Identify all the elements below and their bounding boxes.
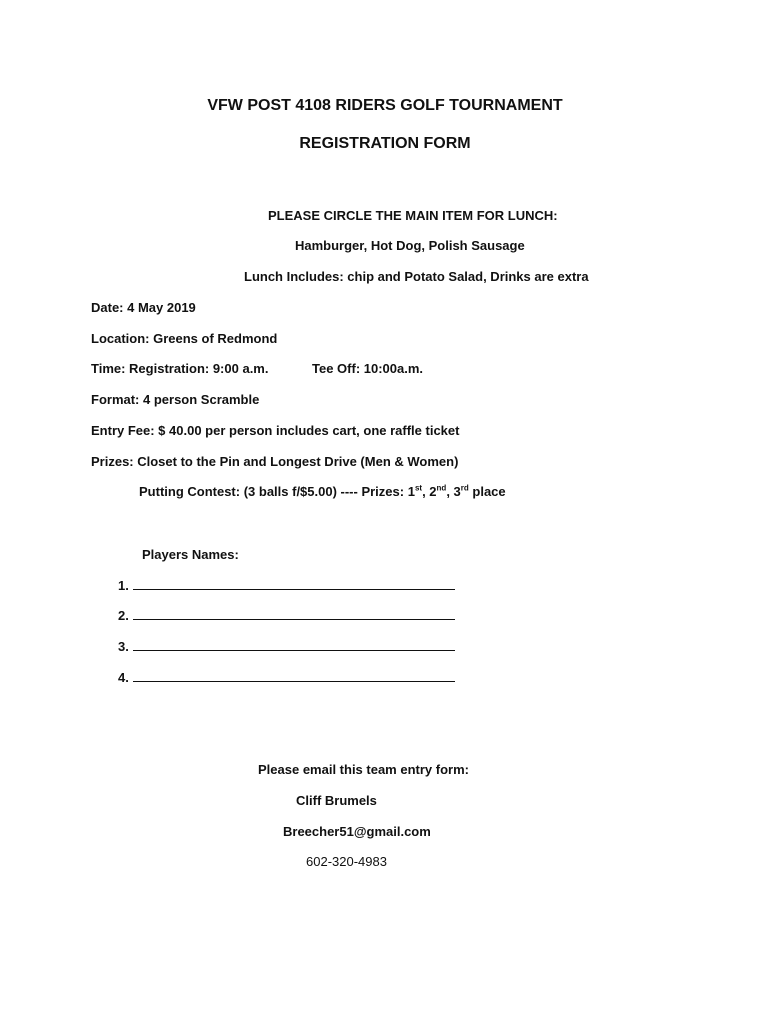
prizes: Prizes: Closet to the Pin and Longest Drive (Men & Women)	[91, 454, 459, 469]
form-subtitle: REGISTRATION FORM	[299, 135, 471, 152]
player-line-2[interactable]	[118, 608, 455, 624]
player-line-4[interactable]	[118, 670, 455, 686]
player-number: 2.	[118, 608, 129, 623]
contact-email: Breecher51@gmail.com	[283, 824, 431, 839]
contact-phone: 602-320-4983	[306, 854, 387, 869]
player-name-field[interactable]	[133, 671, 455, 682]
players-label: Players Names:	[142, 547, 239, 562]
player-name-field[interactable]	[133, 640, 455, 651]
player-line-3[interactable]	[118, 639, 455, 655]
email-instruction: Please email this team entry form:	[258, 762, 469, 777]
player-number: 1.	[118, 578, 129, 593]
player-name-field[interactable]	[133, 609, 455, 620]
putting-contest-prefix: Putting Contest: (3 balls f/$5.00) ---- Prizes: 1	[139, 484, 415, 499]
second-suffix: nd	[436, 483, 447, 493]
tee-off-time: Tee Off: 10:00a.m.	[312, 361, 424, 376]
third-prefix: , 3	[446, 484, 461, 499]
lunch-options: Hamburger, Hot Dog, Polish Sausage	[295, 238, 525, 253]
contact-name: Cliff Brumels	[296, 793, 377, 808]
second-prefix: , 2	[422, 484, 437, 499]
player-name-field[interactable]	[133, 579, 455, 590]
lunch-includes: Lunch Includes: chip and Potato Salad, Drinks are extra	[244, 269, 589, 284]
event-format: Format: 4 person Scramble	[91, 392, 260, 407]
third-suffix: rd	[460, 483, 469, 493]
first-suffix: st	[414, 483, 423, 493]
player-number: 4.	[118, 670, 129, 685]
event-date: Date: 4 May 2019	[91, 300, 196, 315]
putting-contest-suffix: place	[468, 484, 506, 499]
form-title: VFW POST 4108 RIDERS GOLF TOURNAMENT	[207, 97, 563, 114]
player-number: 3.	[118, 639, 129, 654]
registration-time: Time: Registration: 9:00 a.m.	[91, 361, 269, 376]
putting-contest	[139, 484, 506, 500]
lunch-instruction: PLEASE CIRCLE THE MAIN ITEM FOR LUNCH:	[268, 208, 558, 223]
player-line-1[interactable]	[118, 578, 455, 594]
entry-fee: Entry Fee: $ 40.00 per person includes cart, one raffle ticket	[91, 423, 460, 438]
event-location: Location: Greens of Redmond	[91, 331, 278, 346]
